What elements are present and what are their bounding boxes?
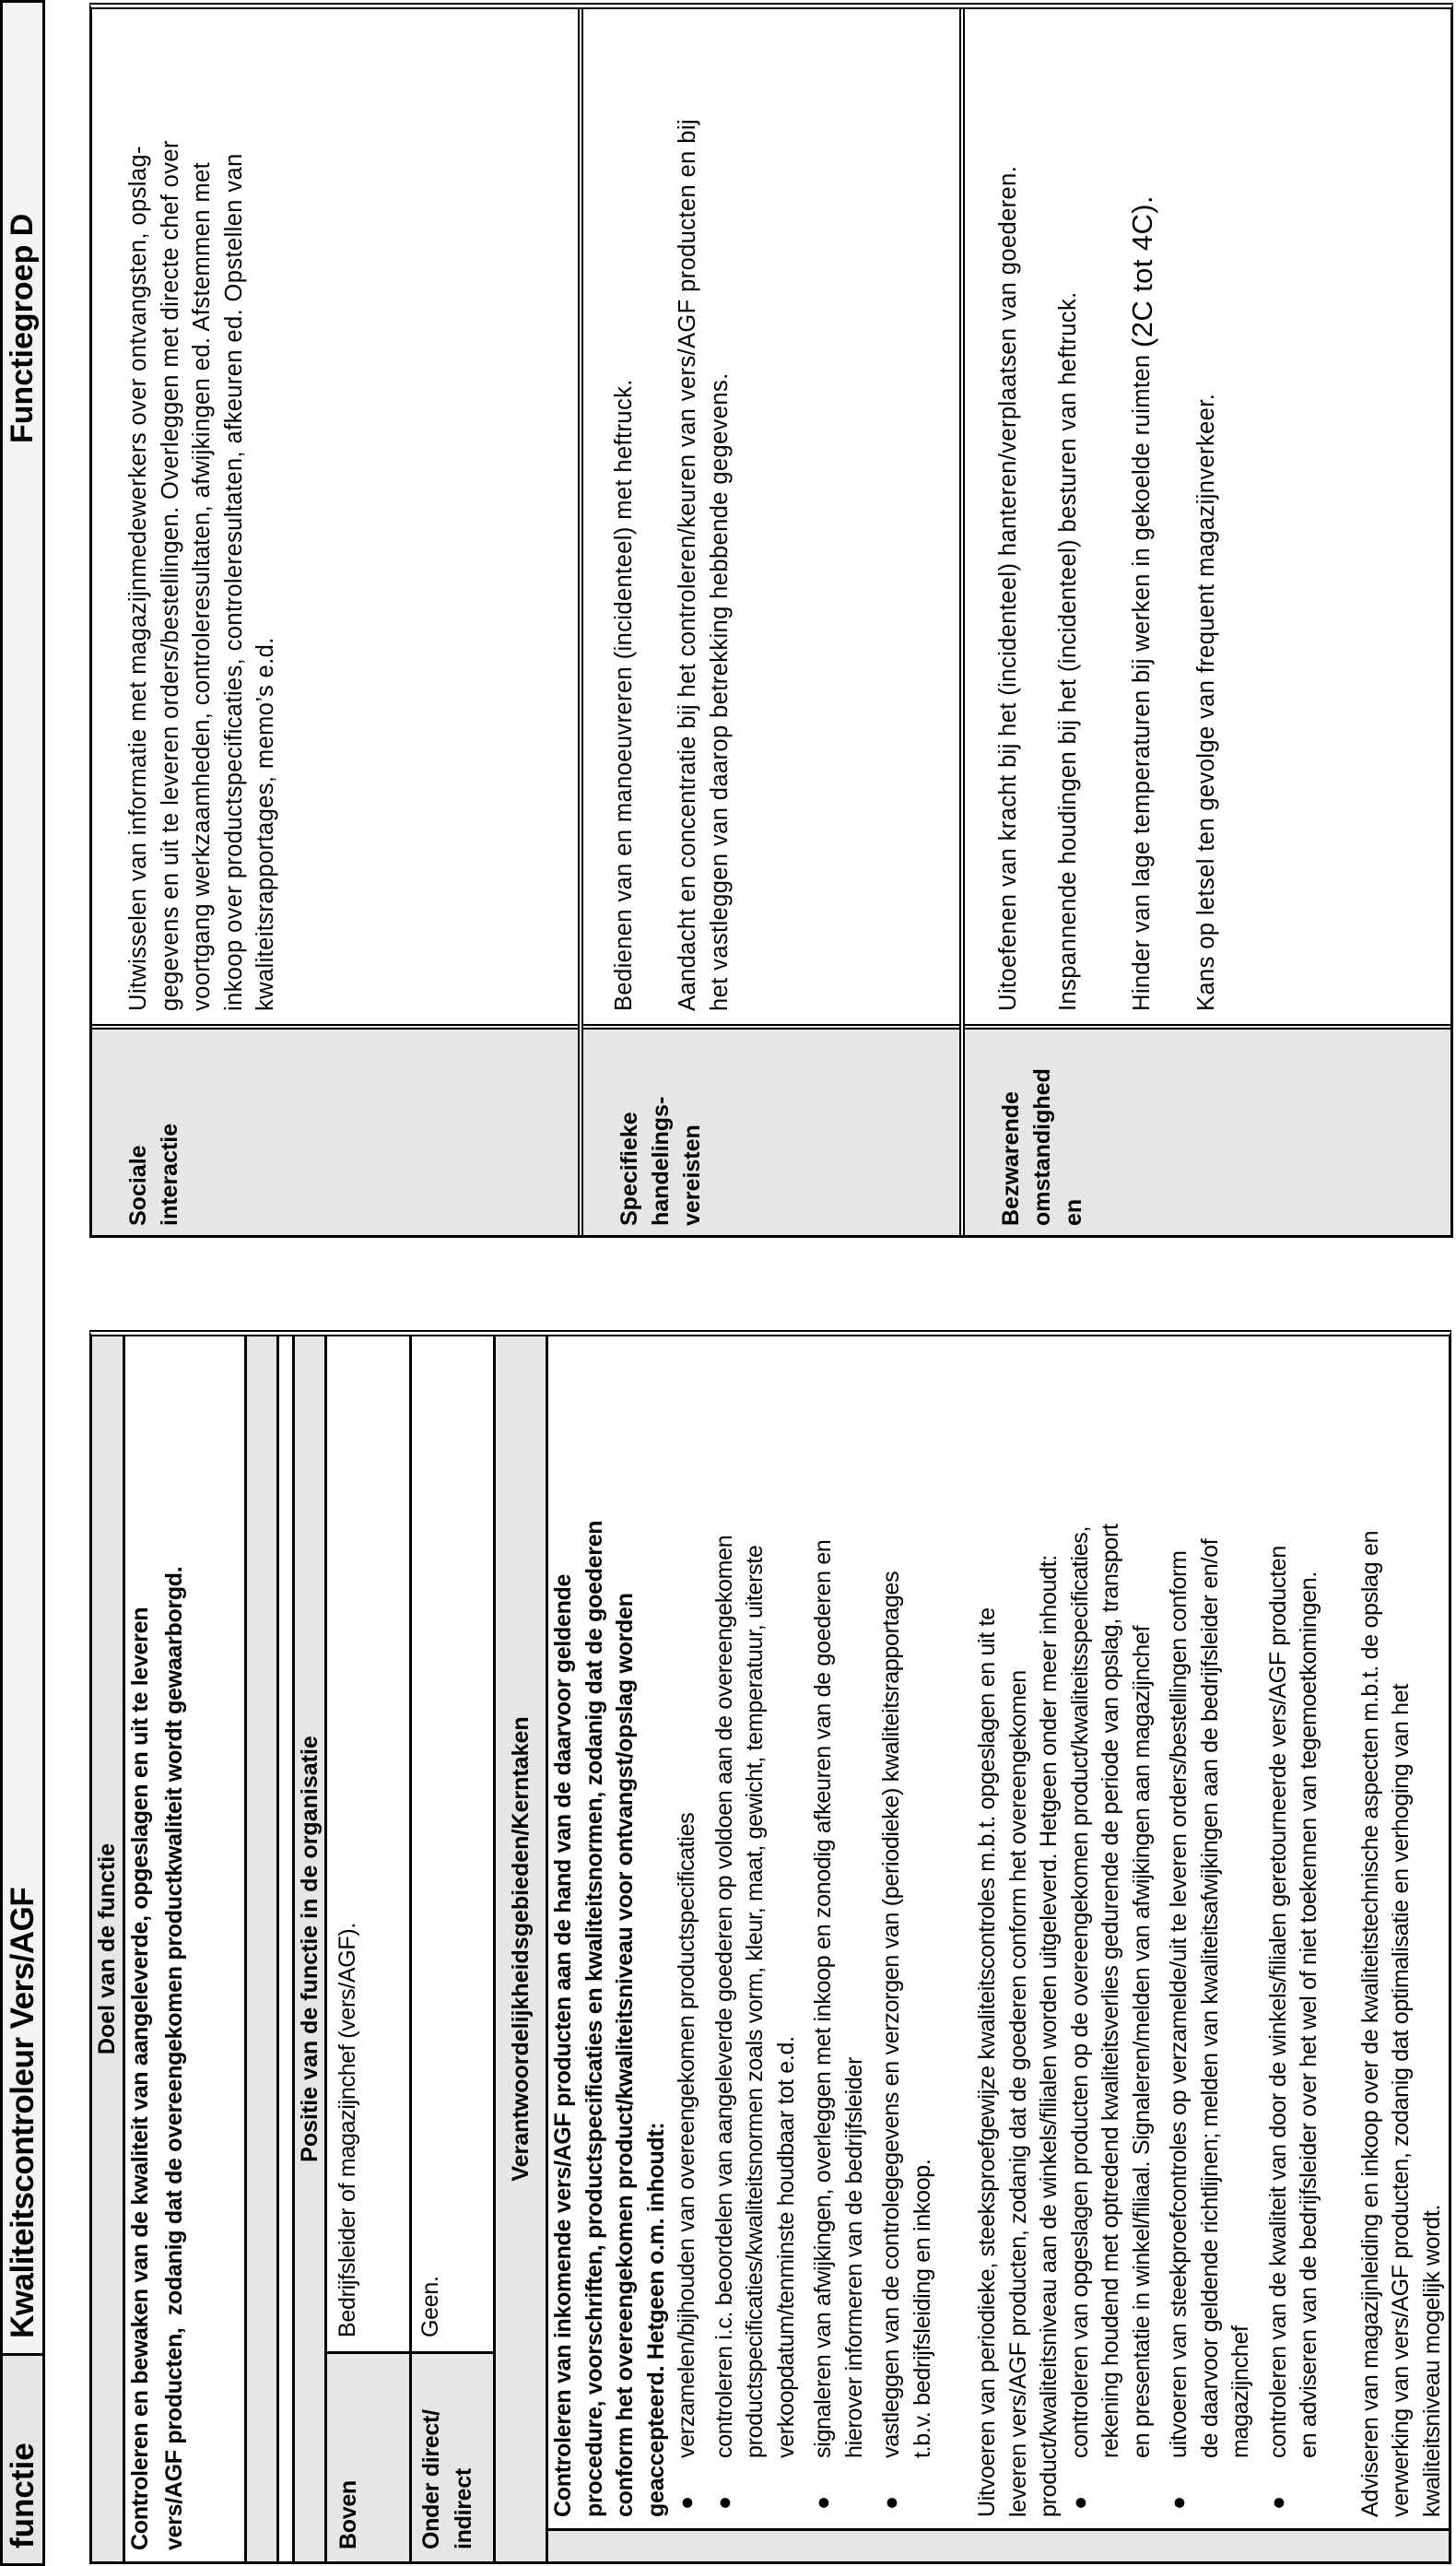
bullet-text: vastleggen van de controlegegevens en verzorgen van (periodieke) kwaliteitsrapportages t.b.v. bedrijfsleiding en inkoop. bbox=[878, 1571, 935, 2458]
bullet-icon: ● bbox=[674, 2496, 699, 2510]
spacer-row bbox=[244, 1336, 276, 2561]
row-lines bbox=[965, 16, 1333, 1011]
bullet-icon: ● bbox=[1066, 2496, 1093, 2510]
task-1-bullet bbox=[710, 1337, 803, 2517]
bullet-text: signaleren van afwijkingen, overleggen met inkoop en zonodig afkeuren van de goederen en hierover informeren van de bedrijfsleider bbox=[810, 1539, 867, 2458]
verantwoordelijkheden-content-row bbox=[546, 1336, 1449, 2561]
header-label-cell bbox=[3, 2353, 42, 2563]
positie-row-boven bbox=[324, 1336, 409, 2561]
row-specifieke-handelingsvereisten bbox=[578, 9, 959, 1235]
positie-value: Bedrijfsleider of magazijnchef (vers/AGF). bbox=[335, 1922, 360, 2337]
function-group: Functiegroep D bbox=[5, 213, 40, 443]
content-label-cell bbox=[548, 2528, 1449, 2561]
row-label: Sociale interactie bbox=[92, 1024, 578, 1235]
bullet-text: uitvoeren van steekproefcontroles op verzamelde/uit te leveren orders/bestellingen conform de daarvoor geldende richtlijnen; melden van kwaliteitsafwijkingen aan de bedrijfsleider en/of magazijnchef bbox=[1166, 1538, 1253, 2458]
task-1-bullet bbox=[876, 1337, 938, 2517]
task-2-intro: Uitvoeren van periodieke, steeksproefgewijze kwaliteitscontroles m.b.t. opgeslagen en uit te leveren vers/AGF producten, zodanig dat de goederen conform het overeengekomen product/kwaliteitsniveau aan de winkels/filialen worden uitgeleverd. Hetgeen onder meer inhoudt: bbox=[974, 1554, 1062, 2517]
task-3-intro: Adviseren van magazijnleiding en inkoop over de kwaliteitstechnische aspecten m.b.t. de opslag en verwerking van vers/AGF producten, zodanig dat optimalisatie en verhoging van het kwaliteitsniveau mogelijk wordt. bbox=[1356, 1530, 1445, 2517]
bullet-text: controleren i.c. beoordelen van aangeleverde goederen op voldoen aan de overeengekomen productspecificaties/kwaliteitsnormen zoals vorm, kleur, maat, gewicht, temperatuur, uiterste verkoopdatum/tenminste houdbaar tot e.d. bbox=[710, 1535, 799, 2458]
row-bezwarende-omstandigheden bbox=[959, 9, 1450, 1235]
verantwoordelijkheden-content bbox=[548, 1337, 1448, 2517]
doel-content-row bbox=[123, 1336, 244, 2561]
task-2-bullet bbox=[1065, 1337, 1158, 2517]
row-label: Specifieke handelings- vereisten bbox=[583, 1024, 959, 1235]
row-label: Bezwarende omstandighed en bbox=[965, 1024, 1450, 1235]
doel-heading: Doel van de functie bbox=[94, 1842, 120, 2055]
positie-heading-row bbox=[292, 1336, 324, 2561]
bullet-icon: ● bbox=[1264, 2496, 1291, 2510]
bullet-icon: ● bbox=[810, 2496, 836, 2510]
condition-line: Kans op letsel ten gevolge van frequent magazijnverkeer. bbox=[1193, 393, 1219, 1011]
header-label: functie bbox=[5, 2442, 41, 2548]
positie-label: Onder direct/ indirect bbox=[418, 2409, 476, 2549]
spacer-row bbox=[276, 1336, 292, 2561]
task-2-bullet bbox=[1263, 1337, 1325, 2517]
positie-heading: Positie van de functie in de organisatie bbox=[296, 1736, 323, 2162]
bullet-text: verzamelen/bijhouden van overeengekomen productspecificaties bbox=[674, 1812, 699, 2458]
positie-value: Geen. bbox=[417, 2276, 443, 2337]
row-text: Bedienen van en manoeuvreren (incidenteel) met heftruck. Aandacht en concentratie bij het controleren/keuren van vers/AGF producten en bij het vastleggen van daarop betrekking hebbende gegevens. bbox=[611, 119, 733, 1011]
row-sociale-interactie bbox=[92, 9, 578, 1235]
function-details-table bbox=[89, 1330, 1451, 2564]
positie-label-cell bbox=[412, 2351, 493, 2561]
condition-line: Inspannende houdingen bij het (incidenteel) besturen van heftruck. bbox=[1055, 291, 1081, 1011]
temperature-range: (2C tot 4C). bbox=[1126, 195, 1158, 348]
bullet-icon: ● bbox=[878, 2496, 904, 2510]
bullet-text: controleren van opgeslagen producten op de overeengekomen product/kwaliteitsspecificaties, rekening houdend met optredend kwaliteitsverlies gedurende de periode van opslag, transport en presentatie in winkel/filiaal. Signaleren/melden van afwijkingen aan magazijnchef bbox=[1066, 1524, 1155, 2458]
header-bar bbox=[0, 0, 45, 2566]
row-text: Uitwisselen van informatie met magazijnmedewerkers over ontvangsten, opslag- gegevens en uit te leveren orders/bestellingen. Overleggen met directe chef over voortgang werkzaamheden, controleresultaten, afwijkingen ed. Afstemmen met inkoop over productspecificaties, controleresultaten, afkeuren ed. Opstellen van kwaliteitsrapportages, memo’s e.d. bbox=[125, 140, 278, 1011]
positie-row-onder bbox=[409, 1336, 493, 2561]
task-2-bullet bbox=[1164, 1337, 1257, 2517]
positie-label: Boven bbox=[335, 2480, 361, 2549]
condition-text: Hinder van lage temperaturen bij werken in gekoelde ruimten bbox=[1129, 347, 1155, 1011]
condition-line: Uitoefenen van kracht bij het (incidenteel) hanteren/verplaatsen van goederen. bbox=[995, 165, 1021, 1011]
doel-text: Controleren en bewaken van de kwaliteit van aangeleverde, opgeslagen en uit te leveren vers/AGF producten, zodanig dat de overeengekomen productkwaliteit wordt gewaarborgd. bbox=[127, 1566, 187, 2550]
condition-line bbox=[1126, 195, 1158, 1011]
task-1-bullet bbox=[808, 1337, 870, 2517]
doel-heading-row bbox=[92, 1336, 123, 2561]
bullet-text: controleren van de kwaliteit van door de winkels/filialen geretourneerde vers/AGF producten en adviseren van de bedrijfsleider over het wel of niet toekennen van tegemoetkomingen. bbox=[1264, 1546, 1321, 2458]
bullet-icon: ● bbox=[1166, 2496, 1192, 2510]
positie-label-cell bbox=[327, 2351, 409, 2561]
bullet-icon: ● bbox=[710, 2496, 737, 2510]
task-1-intro: Controleren van inkomende vers/AGF producten aan de hand van de daarvoor geldende procedure, voorschriften, productspecificaties en kwaliteitsnormen, zodanig dat de goederen conform het overeengekomen product/kwaliteitsniveau voor ontvangst/opslag worden geaccepteerd. Hetgeen o.m. inhoudt: bbox=[550, 1520, 669, 2517]
job-title: Kwaliteitscontroleur Vers/AGF bbox=[5, 1887, 41, 2338]
task-1-bullet bbox=[672, 1337, 703, 2517]
working-conditions-table bbox=[89, 3, 1453, 1238]
verantwoordelijkheden-heading: Verantwoordelijkheidsgebieden/Kerntaken bbox=[507, 1716, 534, 2182]
verantwoordelijkheden-heading-row bbox=[493, 1336, 546, 2561]
